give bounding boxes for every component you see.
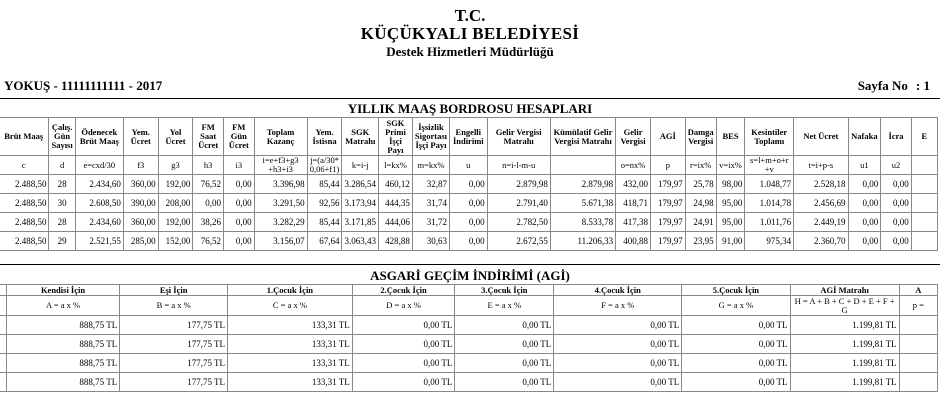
- payroll-col-header: Yol Ücret: [158, 118, 193, 156]
- table-cell: 2.608,50: [75, 194, 123, 213]
- agi-header-row: [0, 285, 938, 296]
- table-cell: 76,52: [193, 232, 224, 251]
- table-cell: 85,44: [307, 213, 342, 232]
- payroll-col-header: Çalış. Gün Sayısı: [49, 118, 75, 156]
- table-cell: [911, 194, 937, 213]
- payroll-col-header: SGK Primi İşçi Payı: [378, 118, 412, 156]
- table-cell: 2.528,18: [794, 175, 848, 194]
- table-cell: 192,00: [158, 213, 193, 232]
- table-cell: 0,00: [848, 232, 881, 251]
- table-cell: 888,75 TL: [6, 373, 119, 392]
- table-cell: 2.488,50: [0, 213, 49, 232]
- table-cell: 1.011,76: [745, 213, 794, 232]
- agi-table: [0, 284, 938, 392]
- table-cell: 91,00: [716, 232, 745, 251]
- payroll-col-header: Damga Vergisi: [685, 118, 716, 156]
- payroll-col-header: Brüt Maaş: [0, 118, 49, 156]
- table-cell: 0,00 TL: [455, 335, 554, 354]
- payroll-col-formula: f3: [123, 156, 158, 175]
- table-cell: 1.014,78: [745, 194, 794, 213]
- table-cell: 38,26: [193, 213, 224, 232]
- table-cell: 0,00: [223, 194, 254, 213]
- table-cell: 0,00: [848, 175, 881, 194]
- table-cell: 92,56: [307, 194, 342, 213]
- table-cell: 428,88: [378, 232, 412, 251]
- payroll-col-formula: i3: [223, 156, 254, 175]
- payroll-col-formula: m=kx%: [412, 156, 449, 175]
- payroll-col-header: Gelir Vergisi: [616, 118, 651, 156]
- payroll-col-formula: u2: [881, 156, 912, 175]
- payroll-col-header: Kesintiler Toplamı: [745, 118, 794, 156]
- agi-col-formula: D = a x %: [352, 296, 455, 316]
- table-cell: 3.291,50: [254, 194, 307, 213]
- table-cell: 11.206,33: [550, 232, 615, 251]
- agi-col-formula: G = a x %: [682, 296, 790, 316]
- table-cell: 30,63: [412, 232, 449, 251]
- payroll-col-formula: [911, 156, 937, 175]
- table-cell: 3.286,54: [342, 175, 379, 194]
- table-cell: 28: [49, 175, 75, 194]
- table-cell: 31,74: [412, 194, 449, 213]
- table-cell: 0,00 TL: [352, 335, 455, 354]
- table-cell: 133,31 TL: [228, 335, 353, 354]
- table-cell: [899, 335, 937, 354]
- section-divider: [0, 98, 940, 99]
- table-cell: 177,75 TL: [120, 316, 228, 335]
- table-cell: 285,00: [123, 232, 158, 251]
- payroll-col-formula: e=cxd/30: [75, 156, 123, 175]
- table-cell: 2.488,50: [0, 232, 49, 251]
- payroll-col-formula: [550, 156, 615, 175]
- table-cell: 0,00: [223, 213, 254, 232]
- payroll-col-formula: d: [49, 156, 75, 175]
- table-cell: 0,00: [193, 194, 224, 213]
- agi-col-header: Kendisi İçin: [6, 285, 119, 296]
- payroll-col-formula: n=i-l-m-u: [487, 156, 550, 175]
- table-cell: 177,75 TL: [120, 335, 228, 354]
- payroll-col-formula: r=ix%: [685, 156, 716, 175]
- table-cell: 0,00 TL: [455, 354, 554, 373]
- payroll-header-row: [0, 118, 938, 156]
- table-cell: 2.456,69: [794, 194, 848, 213]
- table-cell: [911, 175, 937, 194]
- table-cell: 2.434,60: [75, 175, 123, 194]
- payroll-col-formula: j=(a/30* 0,06+f1): [307, 156, 342, 175]
- table-cell: 133,31 TL: [228, 316, 353, 335]
- table-cell: 3.156,07: [254, 232, 307, 251]
- table-cell: [899, 316, 937, 335]
- payroll-formula-row: [0, 156, 938, 175]
- table-cell: 76,52: [193, 175, 224, 194]
- table-cell: 888,75 TL: [6, 316, 119, 335]
- table-cell: 0,00 TL: [455, 373, 554, 392]
- table-row: [0, 175, 938, 194]
- table-cell: 179,97: [650, 175, 685, 194]
- table-cell: 0,00: [848, 213, 881, 232]
- agi-col-header: 1.Çocuk İçin: [228, 285, 353, 296]
- table-cell: 2.488,50: [0, 194, 49, 213]
- header-municipality: KÜÇÜKYALI BELEDİYESİ: [360, 24, 580, 43]
- table-cell: 67,64: [307, 232, 342, 251]
- section-divider: [0, 264, 940, 265]
- payroll-col-header: Gelir Vergisi Matrahı: [487, 118, 550, 156]
- table-cell: 0,00 TL: [554, 316, 682, 335]
- payroll-col-header: AGİ: [650, 118, 685, 156]
- table-cell: 417,38: [616, 213, 651, 232]
- payroll-col-header: Nafaka: [848, 118, 881, 156]
- table-cell: 95,00: [716, 194, 745, 213]
- table-cell: [911, 213, 937, 232]
- agi-col-formula: C = a x %: [228, 296, 353, 316]
- table-cell: 0,00: [881, 213, 912, 232]
- table-cell: [899, 354, 937, 373]
- table-cell: 0,00 TL: [352, 354, 455, 373]
- table-cell: 3.396,98: [254, 175, 307, 194]
- table-cell: 3.063,43: [342, 232, 379, 251]
- payroll-col-header: İcra: [881, 118, 912, 156]
- table-cell: 0,00: [881, 232, 912, 251]
- payroll-col-formula: k=i-j: [342, 156, 379, 175]
- table-cell: 1.199,81 TL: [790, 316, 899, 335]
- header-department: Destek Hizmetleri Müdürlüğü: [386, 44, 554, 59]
- table-cell: 30: [49, 194, 75, 213]
- table-cell: 28: [49, 213, 75, 232]
- payroll-col-formula: g3: [158, 156, 193, 175]
- table-cell: 24,98: [685, 194, 716, 213]
- table-cell: 0,00 TL: [682, 354, 790, 373]
- page-number: [858, 78, 930, 94]
- table-cell: 360,00: [123, 213, 158, 232]
- table-cell: 390,00: [123, 194, 158, 213]
- payroll-col-header: FM Saat Ücret: [193, 118, 224, 156]
- payroll-table: [0, 117, 938, 251]
- agi-col-formula: p =: [899, 296, 937, 316]
- table-cell: 0,00: [223, 175, 254, 194]
- payroll-col-header: FM Gün Ücret: [223, 118, 254, 156]
- table-cell: 888,75 TL: [6, 335, 119, 354]
- table-row: [0, 335, 938, 354]
- agi-col-formula: B = a x %: [120, 296, 228, 316]
- table-cell: 0,00: [450, 213, 488, 232]
- table-cell: 179,97: [650, 213, 685, 232]
- table-row: [0, 232, 938, 251]
- table-cell: 133,31 TL: [228, 373, 353, 392]
- table-cell: 208,00: [158, 194, 193, 213]
- payroll-col-formula: u1: [848, 156, 881, 175]
- table-cell: 98,00: [716, 175, 745, 194]
- table-cell: 3.282,29: [254, 213, 307, 232]
- table-cell: 32,87: [412, 175, 449, 194]
- agi-col-header: 2.Çocuk İçin: [352, 285, 455, 296]
- table-cell: 25,78: [685, 175, 716, 194]
- table-cell: 0,00 TL: [554, 354, 682, 373]
- table-cell: 444,06: [378, 213, 412, 232]
- agi-col-formula: A = a x %: [6, 296, 119, 316]
- table-cell: 0,00 TL: [352, 373, 455, 392]
- payroll-col-header: Net Ücret: [794, 118, 848, 156]
- table-cell: 2.488,50: [0, 175, 49, 194]
- table-cell: 0,00: [848, 194, 881, 213]
- table-cell: 0,00 TL: [682, 316, 790, 335]
- table-cell: 0,00 TL: [554, 335, 682, 354]
- table-cell: 1.199,81 TL: [790, 373, 899, 392]
- table-cell: 444,35: [378, 194, 412, 213]
- table-cell: 85,44: [307, 175, 342, 194]
- payroll-col-formula: t=i+p-s: [794, 156, 848, 175]
- payroll-col-header: Kümülatif Gelir Vergisi Matrahı: [550, 118, 615, 156]
- table-cell: 2.782,50: [487, 213, 550, 232]
- table-cell: 1.199,81 TL: [790, 354, 899, 373]
- table-cell: 888,75 TL: [6, 354, 119, 373]
- table-cell: 29: [49, 232, 75, 251]
- agi-col-formula: F = a x %: [554, 296, 682, 316]
- payroll-col-formula: i=e+f3+g3 +h3+i3: [254, 156, 307, 175]
- table-cell: 0,00: [881, 194, 912, 213]
- payroll-col-header: Engelli İndirimi: [450, 118, 488, 156]
- table-cell: 179,97: [650, 232, 685, 251]
- payroll-col-formula: s=l+m+o+r +v: [745, 156, 794, 175]
- payroll-col-header: İşsizlik Sigortası İşçi Payı: [412, 118, 449, 156]
- table-cell: 179,97: [650, 194, 685, 213]
- table-cell: 0,00 TL: [682, 335, 790, 354]
- table-cell: 133,31 TL: [228, 354, 353, 373]
- payroll-col-formula: l=kx%: [378, 156, 412, 175]
- table-cell: 2.672,55: [487, 232, 550, 251]
- table-cell: 5.671,38: [550, 194, 615, 213]
- table-cell: 360,00: [123, 175, 158, 194]
- table-cell: 0,00 TL: [455, 316, 554, 335]
- agi-col-header: A: [899, 285, 937, 296]
- table-cell: 177,75 TL: [120, 354, 228, 373]
- table-cell: 192,00: [158, 175, 193, 194]
- table-cell: 0,00: [223, 232, 254, 251]
- table-cell: 2.879,98: [550, 175, 615, 194]
- table-row: [0, 213, 938, 232]
- agi-col-header: AGİ Matrahı: [790, 285, 899, 296]
- table-cell: 0,00: [450, 194, 488, 213]
- table-cell: 418,71: [616, 194, 651, 213]
- payroll-col-formula: p: [650, 156, 685, 175]
- payroll-col-header: SGK Matrahı: [342, 118, 379, 156]
- table-row: [0, 373, 938, 392]
- table-cell: 24,91: [685, 213, 716, 232]
- table-cell: 400,88: [616, 232, 651, 251]
- table-cell: 31,72: [412, 213, 449, 232]
- payroll-col-header: Ödenecek Brüt Maaş: [75, 118, 123, 156]
- table-cell: 0,00: [450, 232, 488, 251]
- payroll-section-title: YILLIK MAAŞ BORDROSU HESAPLARI: [347, 101, 593, 116]
- employee-name: YOKUŞ - 11111111111 - 2017: [4, 78, 163, 93]
- table-cell: 152,00: [158, 232, 193, 251]
- payroll-col-header: Toplam Kazanç: [254, 118, 307, 156]
- table-cell: 460,12: [378, 175, 412, 194]
- table-cell: 0,00: [881, 175, 912, 194]
- table-cell: 1.199,81 TL: [790, 335, 899, 354]
- table-cell: 2.434,60: [75, 213, 123, 232]
- table-cell: 2.791,40: [487, 194, 550, 213]
- agi-col-header: 3.Çocuk İçin: [455, 285, 554, 296]
- agi-col-formula: E = a x %: [455, 296, 554, 316]
- payroll-col-header: BES: [716, 118, 745, 156]
- table-cell: 2.879,98: [487, 175, 550, 194]
- table-cell: 0,00 TL: [352, 316, 455, 335]
- payroll-col-formula: v=ix%: [716, 156, 745, 175]
- agi-formula-row: [0, 296, 938, 316]
- payroll-col-header: E: [911, 118, 937, 156]
- agi-col-header: 5.Çocuk İçin: [682, 285, 790, 296]
- table-cell: [911, 232, 937, 251]
- agi-col-header: Eşi İçin: [120, 285, 228, 296]
- agi-col-formula: H = A + B + C + D + E + F + G: [790, 296, 899, 316]
- page-number-value: : 1: [915, 78, 930, 93]
- table-cell: 432,00: [616, 175, 651, 194]
- payroll-col-header: Yem. Ücret: [123, 118, 158, 156]
- table-cell: 1.048,77: [745, 175, 794, 194]
- table-row: [0, 354, 938, 373]
- page-number-label: Sayfa No: [857, 78, 908, 93]
- table-cell: 3.171,85: [342, 213, 379, 232]
- payroll-col-formula: h3: [193, 156, 224, 175]
- table-cell: [899, 373, 937, 392]
- table-cell: 0,00: [450, 175, 488, 194]
- table-row: [0, 194, 938, 213]
- payroll-col-formula: o=nx%: [616, 156, 651, 175]
- payroll-col-header: Yem. İstisna: [307, 118, 342, 156]
- agi-col-header: 4.Çocuk İçin: [554, 285, 682, 296]
- table-cell: 975,34: [745, 232, 794, 251]
- table-cell: 8.533,78: [550, 213, 615, 232]
- table-cell: 2.360,70: [794, 232, 848, 251]
- table-cell: 95,00: [716, 213, 745, 232]
- table-cell: 2.449,19: [794, 213, 848, 232]
- table-cell: 0,00 TL: [682, 373, 790, 392]
- agi-section-title: ASGARİ GEÇİM İNDİRİMİ (AGİ): [370, 268, 570, 283]
- payroll-col-formula: u: [450, 156, 488, 175]
- table-row: [0, 316, 938, 335]
- table-cell: 0,00 TL: [554, 373, 682, 392]
- table-cell: 3.173,94: [342, 194, 379, 213]
- header-tc: T.C.: [454, 6, 486, 25]
- payroll-col-formula: c: [0, 156, 49, 175]
- table-cell: 23,95: [685, 232, 716, 251]
- table-cell: 177,75 TL: [120, 373, 228, 392]
- table-cell: 2.521,55: [75, 232, 123, 251]
